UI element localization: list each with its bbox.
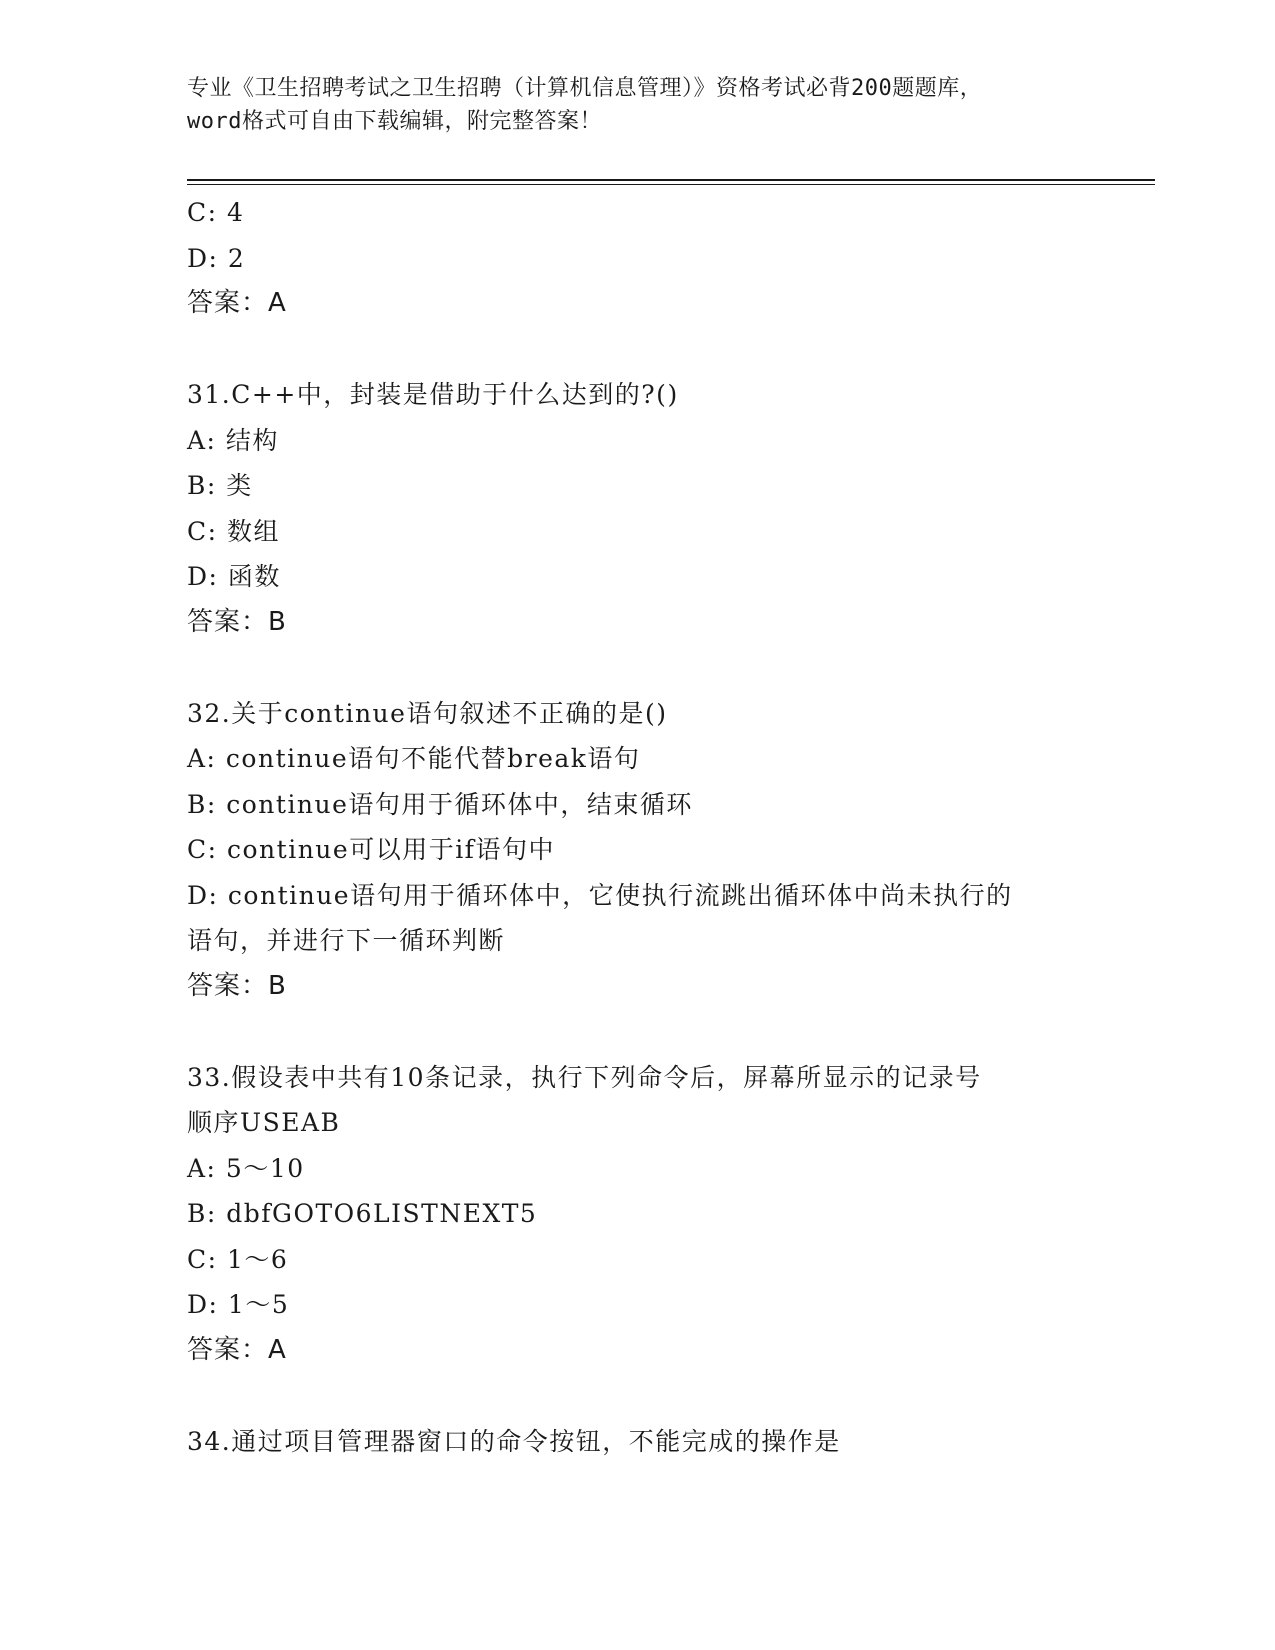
option-c: C: 4 — [187, 198, 245, 227]
option-a: A: 5～10 — [187, 1153, 305, 1183]
answer-label: 答案：A — [187, 1334, 287, 1365]
document-header — [187, 72, 1067, 138]
option-b: B: dbfGOTO6LISTNEXT5 — [187, 1199, 538, 1228]
header-divider — [187, 179, 1155, 185]
option-b: B: 类 — [187, 471, 253, 500]
option-c: C: continue可以用于if语句中 — [187, 835, 555, 864]
header-title-line-2: word格式可自由下载编辑，附完整答案！ — [187, 109, 602, 134]
option-d: D: 2 — [187, 243, 246, 273]
spacer — [187, 645, 1087, 691]
option-d: D: continue语句用于循环体中，它使执行流跳出循环体中尚未执行的 — [187, 880, 1013, 910]
option-c: C: 数组 — [187, 516, 280, 546]
option-d-continued: 语句，并进行下一循环判断 — [187, 926, 506, 955]
option-a: A: 结构 — [187, 425, 279, 455]
answer-label: 答案：A — [187, 288, 287, 318]
answer-label: 答案：B — [187, 970, 287, 1001]
question-text: 32.关于continue语句叙述不正确的是() — [187, 698, 668, 728]
spacer — [187, 1373, 1087, 1419]
question-text: 34.通过项目管理器窗口的命令按钮，不能完成的操作是 — [187, 1426, 841, 1456]
question-text: 31.C++中，封装是借助于什么达到的?() — [187, 380, 679, 409]
option-d: D: 1～5 — [187, 1290, 290, 1319]
spacer — [187, 1009, 1087, 1055]
spacer — [187, 327, 1087, 373]
header-title-line-1: 专业《卫生招聘考试之卫生招聘（计算机信息管理）》资格考试必背200题题库， — [187, 76, 983, 101]
option-a: A: continue语句不能代替break语句 — [187, 744, 641, 773]
question-list — [187, 190, 1087, 1464]
answer-label: 答案：B — [187, 606, 287, 637]
option-c: C: 1～6 — [187, 1244, 289, 1274]
option-d: D: 函数 — [187, 562, 281, 591]
question-33 — [187, 1055, 1087, 1374]
question-text-continued: 顺序USEAB — [187, 1108, 341, 1137]
question-32 — [187, 691, 1087, 1010]
option-b: B: continue语句用于循环体中，结束循环 — [187, 789, 693, 819]
question-31 — [187, 372, 1087, 645]
question-text: 33.假设表中共有10条记录，执行下列命令后，屏幕所显示的记录号 — [187, 1062, 982, 1092]
question-34 — [187, 1419, 1087, 1465]
